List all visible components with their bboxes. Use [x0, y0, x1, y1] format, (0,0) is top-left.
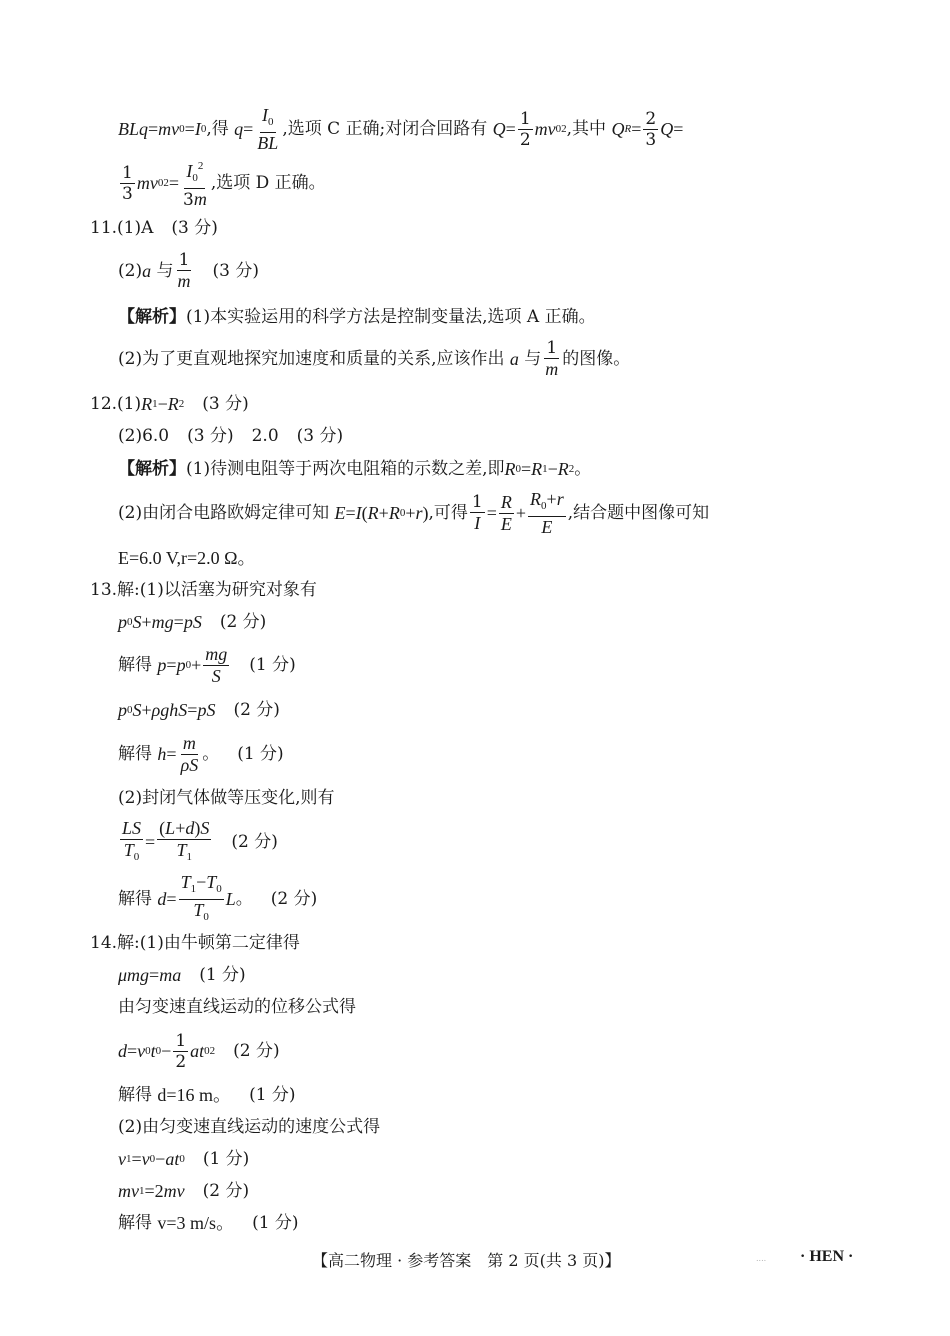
q13-eq1: p 0 S + mg = pS (2 分)	[118, 612, 267, 632]
q14-displacement: 由匀变速直线运动的位移公式得	[118, 997, 356, 1017]
q14-eq1: μmg = ma (1 分)	[118, 965, 246, 985]
fraction: $\frac{2}{3}$	[645, 108, 657, 150]
fraction: $\frac{1}{2}$	[519, 108, 531, 150]
page-footer	[0, 1248, 950, 1272]
fraction: $\frac{LS}{T_0}$	[122, 817, 142, 863]
fraction: $\frac{I_0^2}{3m}$	[181, 157, 209, 209]
footer-dots: ....	[756, 1254, 767, 1263]
q11-part2: (2) a 与 $\frac{1}{m}$ (3 分)	[118, 250, 259, 291]
q12-part1: 12. (1) R 1 − R 2 (3 分)	[90, 394, 249, 414]
q14-eq5: mv 1 =2 mv (2 分)	[118, 1181, 250, 1201]
fraction: $\frac{1}{3}$	[122, 162, 133, 204]
fraction: $\frac{1}{I}$	[471, 492, 483, 533]
fraction: $\frac{1}{m}$	[545, 338, 559, 379]
q11-explanation-1: 【解析】 (1)本实验运用的科学方法是控制变量法,选项 A 正确。	[118, 307, 596, 327]
q11-explanation-2: (2)为了更直观地探究加速度和质量的关系,应该作出 a 与 $\frac{1}{m}$ 的图像。	[118, 338, 631, 379]
fraction: $\frac{R}{E}$	[500, 491, 512, 534]
q14-eq6: 解得 v=3 m/s。 (1 分)	[118, 1213, 299, 1233]
fraction: $\frac{m}{\rho S}$	[180, 732, 199, 775]
fraction: $\frac{I_0}{BL}$	[257, 104, 279, 153]
q14-eq4: v 1 = v 0 − at 0 (1 分)	[118, 1149, 250, 1169]
fraction: $\frac{1}{m}$	[177, 250, 191, 291]
q13-part2: (2)封闭气体做等压变化,则有	[118, 788, 335, 808]
q12-result: E=6.0 V,r=2.0 Ω。	[118, 548, 256, 568]
solution-line-1: BLq = mv 0 = I 0 ,得 q = $\frac{I_0}{BL}$ ,选项 C 正确;对闭合回路有 Q = $\frac{1}{2}$ mv 0 2 ,其中 Q R = $\frac{2}{3}$ Q =	[118, 104, 684, 153]
q13-eq3: p 0 S + ρgh S = pS (2 分)	[118, 700, 280, 720]
q13-eq6: 解得 d = $\frac{T_1-T_0}{T_0}$ L 。 (2 分)	[118, 882, 317, 916]
q13-intro: 13. 解:(1)以活塞为研究对象有	[90, 580, 317, 600]
q14-intro: 14. 解:(1)由牛顿第二定律得	[90, 933, 300, 953]
fraction: $\frac{(L+d)S}{T_1}$	[159, 817, 210, 863]
q12-part2: (2)6.0 (3 分) 2.0 (3 分)	[118, 426, 344, 446]
q12-explanation-1: 【解析】 (1)待测电阻等于两次电阻箱的示数之差,即 R 0 = R 1 − R 2 。	[118, 459, 592, 479]
q13-eq4: 解得 h = $\frac{m}{\rho S}$ 。 (1 分)	[118, 732, 284, 775]
fraction: $\frac{mg}{S}$	[205, 643, 228, 686]
q13-eq2: 解得 p = p 0 + $\frac{mg}{S}$ (1 分)	[118, 643, 296, 686]
q13-eq5: $\frac{LS}{T_0}$ = $\frac{(L+d)S}{T_1}$ (2 分)	[118, 825, 278, 859]
footer-label: 【高二物理 · 参考答案 第 2 页(共 3 页)】	[312, 1251, 621, 1270]
fraction: $\frac{R_0+r}{E}$	[530, 488, 564, 537]
q14-part2: (2)由匀变速直线运动的速度公式得	[118, 1117, 381, 1137]
footer-code: · HEN ·	[800, 1248, 854, 1265]
q11-part1: 11. (1)A (3 分)	[90, 218, 218, 238]
q12-explanation-2: (2)由闭合电路欧姆定律可知 E = I ( R + R 0 + r ) ,可得 $\frac{1}{I}$ = $\frac{R}{E}$ + $\frac{R_0+r}{E}$ ,结合题中图像可知	[118, 488, 710, 537]
solution-line-2: $\frac{1}{3}$ mv 0 2 = $\frac{I_0^2}{3m}$ ,选项 D 正确。	[118, 166, 326, 200]
fraction: $\frac{1}{2}$	[175, 1030, 187, 1072]
q14-eq3: 解得 d=16 m。 (1 分)	[118, 1085, 296, 1105]
q14-eq2: d = v 0 t 0 − $\frac{1}{2}$ at 0 2 (2 分)	[118, 1030, 280, 1072]
fraction: $\frac{T_1-T_0}{T_0}$	[180, 871, 222, 923]
